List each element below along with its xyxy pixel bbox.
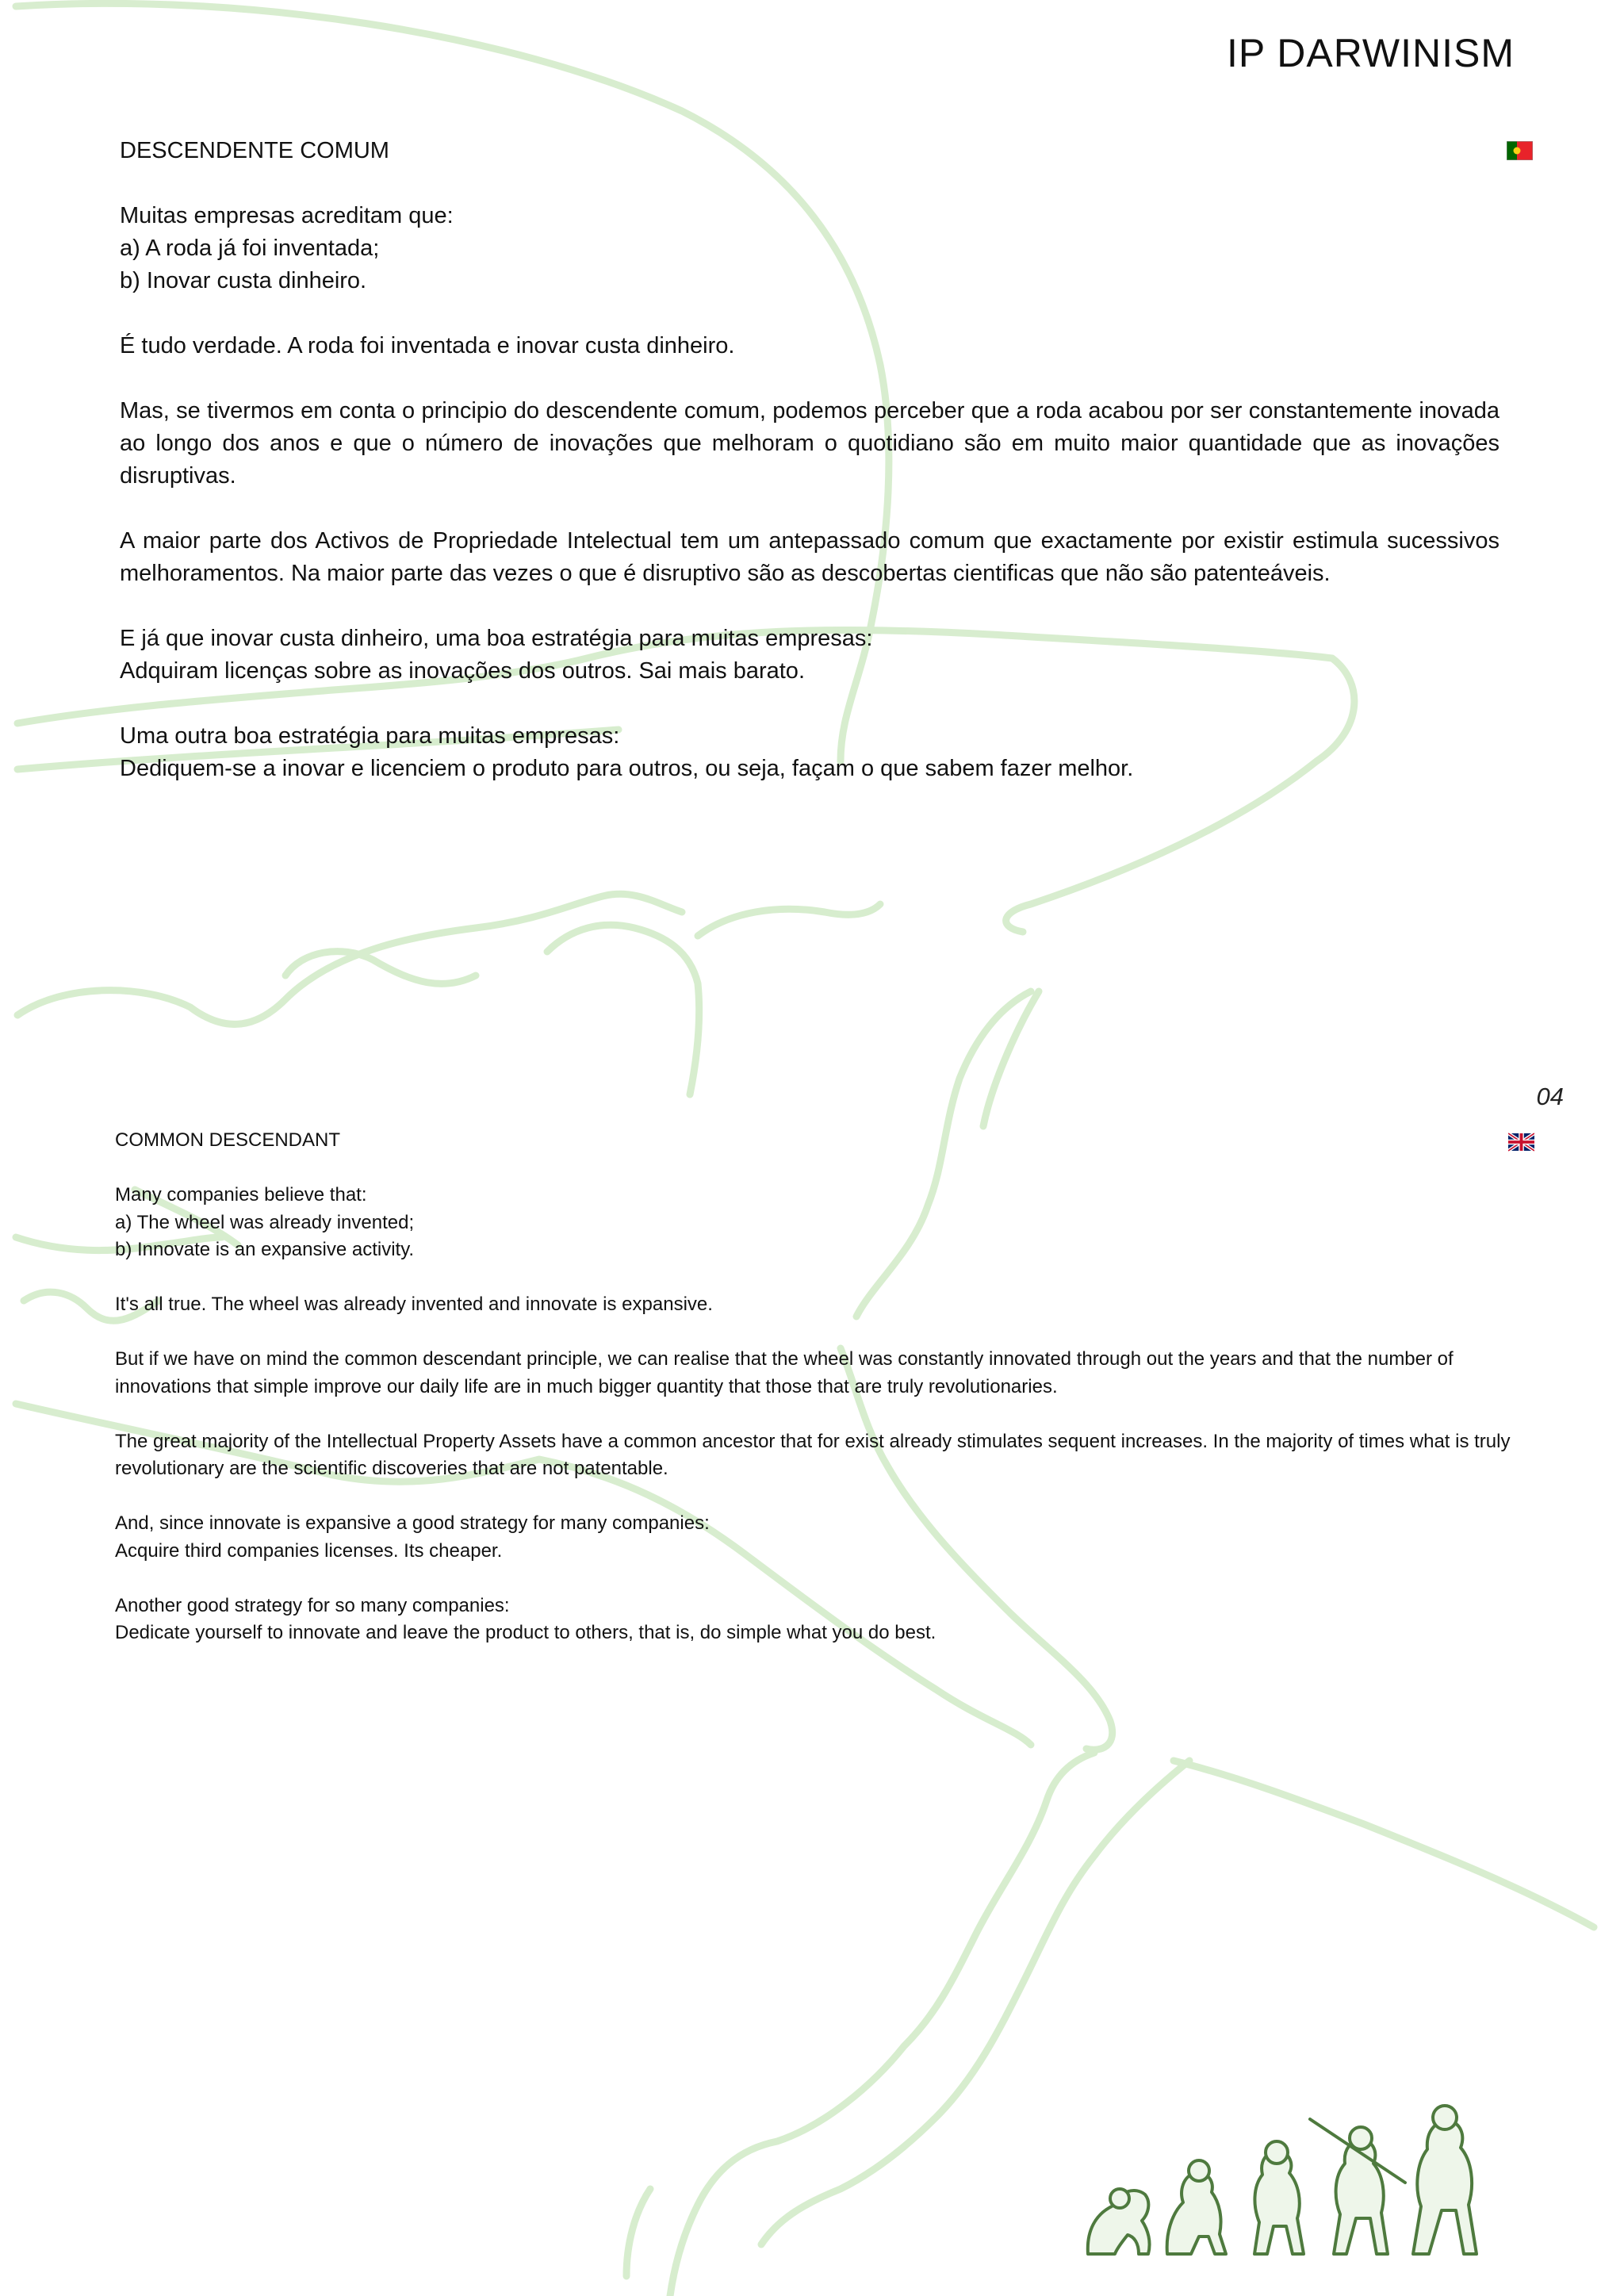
evolution-silhouettes-icon [1072, 2087, 1500, 2262]
paragraph-strategy-two-pt [120, 720, 1500, 785]
portugal-flag-icon [1507, 141, 1533, 160]
paragraph-principle-pt: Mas, se tivermos em conta o principio do descendente comum, podemos perceber que a roda acabou por ser constantemente inovada ao longo dos anos e que o número de inovações que melhoram o quotidiano são em muito maior quantidade que as inovações disruptivas. [120, 398, 1500, 489]
paragraph-truth-pt: É tudo verdade. A roda foi inventada e inovar custa dinheiro. [120, 333, 735, 358]
text-line: E já que inovar custa dinheiro, uma boa estratégia para muitas empresas: [120, 626, 873, 651]
paragraph-truth-en: It's all true. The wheel was already invented and innovate is expansive. [115, 1294, 713, 1315]
page-number: 04 [1536, 1083, 1564, 1110]
text-line: Acquire third companies licenses. Its cheaper. [115, 1539, 503, 1562]
paragraph-strategy-one-pt [120, 623, 1500, 688]
paragraph-beliefs-pt [120, 200, 1500, 297]
portuguese-section [120, 135, 1500, 818]
text-line: Adquiram licenças sobre as inovações dos outros. Sai mais barato. [120, 658, 805, 684]
text-line: Many companies believe that: [115, 1184, 367, 1205]
paragraph-strategy-two-en [115, 1593, 1511, 1647]
text-line: a) The wheel was already invented; [115, 1211, 415, 1233]
text-line: Dediquem-se a inovar e licenciem o produto para outros, ou seja, façam o que sabem fazer melhor. [120, 756, 1134, 781]
paragraph-principle-en: But if we have on mind the common descendant principle, we can realise that the wheel was constantly innovated through out the years and that the number of innovations that simple improve our daily life are in much bigger quantity that those that are truly revolutionaries. [115, 1348, 1454, 1397]
united-kingdom-flag-icon [1508, 1133, 1534, 1152]
paragraph-strategy-one-en [115, 1510, 1511, 1565]
text-line: Dedicate yourself to innovate and leave the product to others, that is, do simple what you do best. [115, 1622, 936, 1643]
paragraph-beliefs-en [115, 1182, 1511, 1264]
text-line: Another good strategy for so many companies: [115, 1594, 510, 1616]
english-section [115, 1127, 1511, 1674]
text-line: And, since innovate is expansive a good strategy for many companies: [115, 1512, 710, 1534]
text-line: b) Inovar custa dinheiro. [120, 268, 367, 293]
text-line: Uma outra boa estratégia para muitas empresas: [120, 723, 620, 749]
paragraph-ip-assets-pt: A maior parte dos Activos de Propriedade Intelectual tem um antepassado comum que exactamente por existir estimula sucessivos melhoramentos. Na maior parte das vezes o que é disruptivo são as descobertas cientificas que não são patenteáveis. [120, 528, 1500, 586]
text-line: Muitas empresas acreditam que: [120, 203, 454, 228]
document-title: IP DARWINISM [1227, 31, 1515, 75]
paragraph-ip-assets-en: The great majority of the Intellectual Property Assets have a common ancestor that for exist already stimulates sequent increases. In the majority of times what is truly revolutionary are the scientific discoveries that are not patentable. [115, 1430, 1511, 1479]
section-title-en: COMMON DESCENDANT [115, 1129, 341, 1151]
text-line: a) A roda já foi inventada; [120, 236, 380, 261]
section-title-pt: DESCENDENTE COMUM [120, 138, 389, 163]
text-line: b) Innovate is an expansive activity. [115, 1239, 415, 1260]
